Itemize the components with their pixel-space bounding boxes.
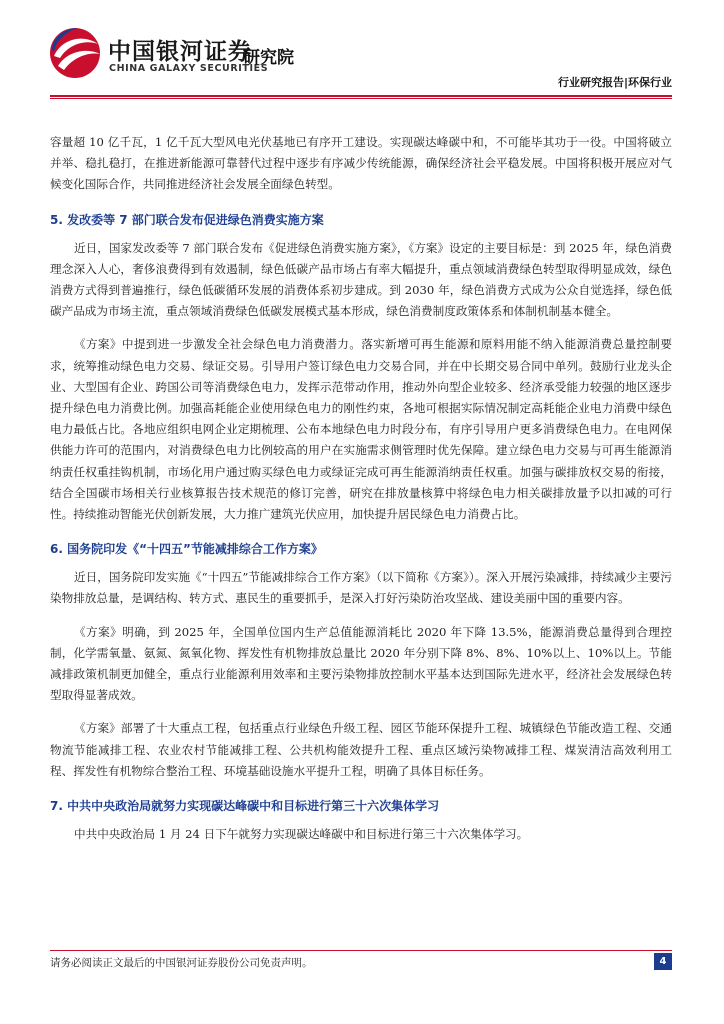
section-heading-5: 5. 发改委等 7 部门联合发布促进绿色消费实施方案 bbox=[50, 212, 324, 227]
paragraph-6b: 《方案》明确，到 2025 年，全国单位国内生产总值能源消耗比 2020 年下降 13.5%，能源消费总量得到合理控制，化学需氧量、氨氮、氮氧化物、挥发性有机物排放总量比 2020 年分别下降 8%、8%、10%以上、10%以上。节能减排政策机制更加健全，重点行业能源利用效率和主要污染物排放控制水平基本达到国际先进水平，经济社会发展绿色转型取得显著成效。 bbox=[50, 624, 672, 703]
section-heading-7: 7. 中共中央政治局就努力实现碳达峰碳中和目标进行第三十六次集体学习 bbox=[50, 799, 440, 814]
brand-name-cn: 中国银河证券 bbox=[108, 39, 252, 65]
brand-name-en: CHINA GALAXY SECURITIES bbox=[109, 63, 269, 74]
page-header bbox=[0, 0, 724, 100]
paragraph-continued: 容量超 10 亿千瓦，1 亿千瓦大型风电光伏基地已有序开工建设。实现碳达峰碳中和，不可能毕其功于一役。中国将破立并举、稳扎稳打，在推进新能源可靠替代过程中逐步有序减少传统能源，确保经济社会平稳发展。中国将积极开展应对气候变化国际合作，共同推进经济社会发展全面绿色转型。 bbox=[50, 135, 672, 192]
paragraph-6a: 近日，国务院印发实施《“十四五”节能减排综合工作方案》（以下简称《方案》）。深入开展污染减排，持续减少主要污染物排放总量，是调结构、转方式、惠民生的重要抓手，是深入打好污染防治攻坚战、建设美丽中国的重要内容。 bbox=[50, 570, 672, 606]
paragraph-5b: 《方案》中提到进一步激发全社会绿色电力消费潜力。落实新增可再生能源和原料用能不纳入能源消费总量控制要求，统筹推动绿色电力交易、绿证交易。引导用户签订绿色电力交易合同，并在中长期交易合同中单列。鼓励行业龙头企业、大型国有企业、跨国公司等消费绿色电力，发挥示范带动作用，推动外向型企业较多、经济承受能力较强的地区逐步提升绿色电力消费比例。加强高耗能企业使用绿色电力的刚性约束，各地可根据实际情况制定高耗能企业电力消费中绿色电力最低占比。各地应组织电网企业定期梳理、公布本地绿色电力时段分布，有序引导用户更多消费绿色电力。在电网保供能力许可的范围内，对消费绿色电力比例较高的用户在实施需求侧管理时优先保障。建立绿色电力交易与可再生能源消纳责任权重挂钩机制，市场化用户通过购买绿色电力或绿证完成可再生能源消纳责任权重。加强与碳排放权交易的衔接，结合全国碳市场相关行业核算报告技术规范的修订完善，研究在排放量核算中将绿色电力相关碳排放量予以扣减的可行性。持续推动智能光伏创新发展，大力推广建筑光伏应用，加快提升居民绿色电力消费占比。 bbox=[50, 337, 672, 522]
disclaimer-text: 请务必阅读正文最后的中国银河证券股份公司免责声明。 bbox=[50, 957, 313, 969]
galaxy-logo-icon bbox=[48, 26, 104, 80]
header-divider bbox=[50, 95, 672, 97]
report-body bbox=[50, 132, 672, 857]
header-divider-thin bbox=[50, 98, 672, 99]
footer-divider bbox=[50, 950, 672, 951]
page-number-badge: 4 bbox=[654, 953, 672, 970]
section-heading-6: 6. 国务院印发《“十四五”节能减排综合工作方案》 bbox=[50, 542, 323, 557]
paragraph-5a: 近日，国家发改委等 7 部门联合发布《促进绿色消费实施方案》，《方案》设定的主要目标是：到 2025 年，绿色消费理念深入人心，奢侈浪费得到有效遏制，绿色低碳产品市场占有率大幅提升，重点领域消费绿色转型取得明显成效，绿色消费方式得到普遍推行，绿色低碳循环发展的消费体系初步建成。到 2030 年，绿色消费方式成为公众自觉选择，绿色低碳产品成为市场主流，重点领域消费绿色低碳发展模式基本形成，绿色消费制度政策体系和体制机制基本健全。 bbox=[50, 240, 672, 319]
research-institute-label: 研究院 bbox=[243, 48, 294, 68]
paragraph-7a: 中共中央政治局 1 月 24 日下午就努力实现碳达峰碳中和目标进行第三十六次集体学习。 bbox=[74, 827, 529, 842]
report-type-label: 行业研究报告|环保行业 bbox=[557, 76, 672, 89]
paragraph-6c: 《方案》部署了十大重点工程，包括重点行业绿色升级工程、园区节能环保提升工程、城镇绿色节能改造工程、交通物流节能减排工程、农业农村节能减排工程、公共机构能效提升工程、重点区域污染物减排工程、煤炭清洁高效利用工程、挥发性有机物综合整治工程、环境基础设施水平提升工程，明确了具体目标任务。 bbox=[50, 721, 672, 778]
